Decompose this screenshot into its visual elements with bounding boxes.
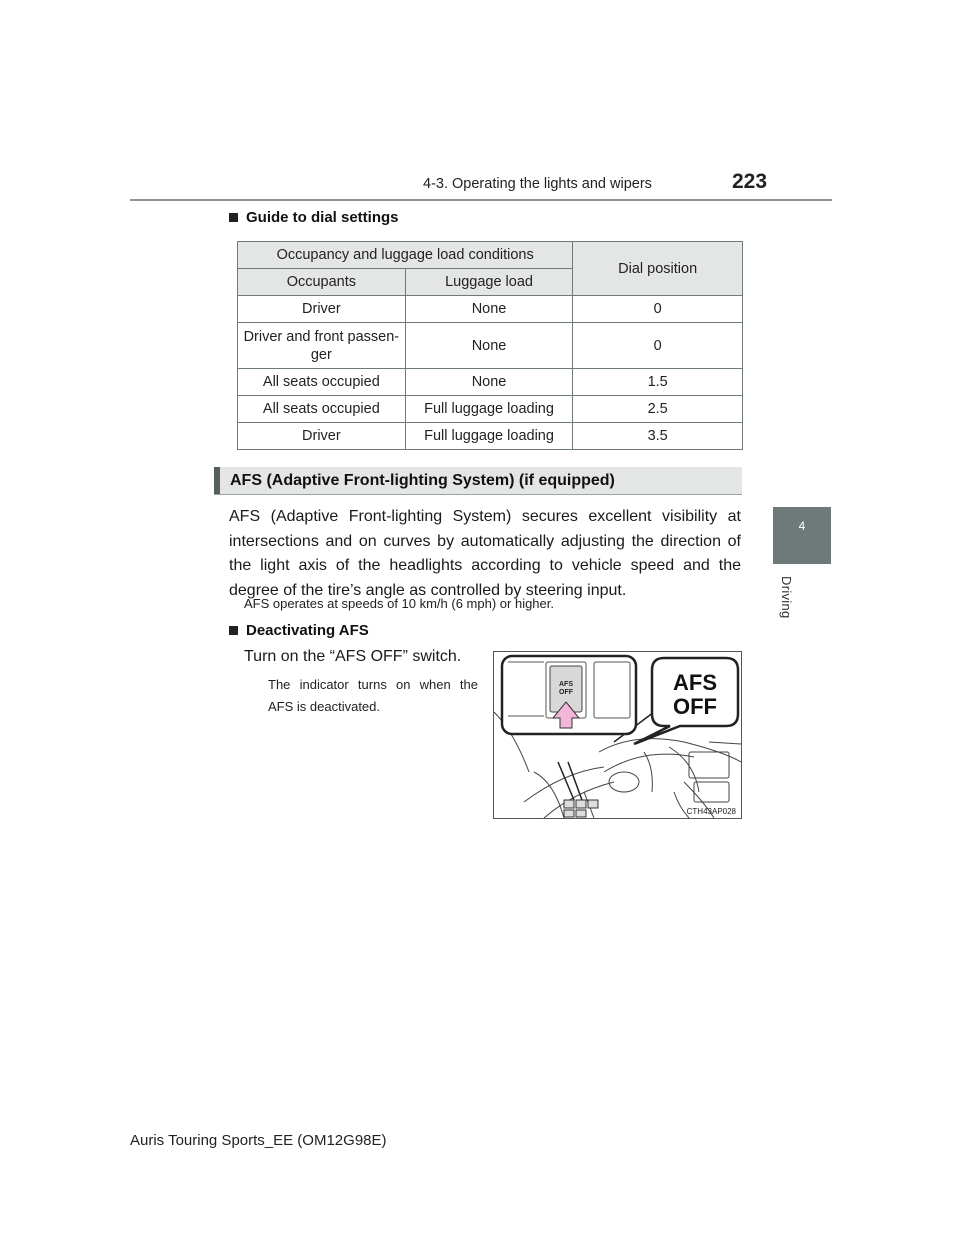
table-col-occupants: Occupants [238, 269, 406, 296]
table-row [238, 423, 743, 450]
table-cell-dial: 0 [573, 323, 743, 369]
square-bullet-icon [229, 626, 238, 635]
footer-manual-id: Auris Touring Sports_EE (OM12G98E) [130, 1132, 387, 1149]
table-cell-dial: 1.5 [573, 369, 743, 396]
table-group-header: Occupancy and luggage load conditions [238, 242, 573, 269]
table-row [238, 396, 743, 423]
chapter-tab-number: 4 [798, 519, 806, 533]
table-col-luggage: Luggage load [405, 269, 573, 296]
table-dial-header: Dial position [573, 242, 743, 296]
deactivate-note: The indicator turns on when the AFS is deactivated. [268, 677, 478, 714]
table-cell-occupants: Driver [238, 296, 406, 323]
figure-code: CTH43AP028 [686, 807, 736, 816]
deactivate-heading [229, 622, 369, 639]
table-cell-luggage: None [405, 296, 573, 323]
table-cell-luggage: Full luggage loading [405, 423, 573, 450]
deactivate-heading-text: Deactivating AFS [246, 622, 369, 639]
dashboard-drawing [494, 652, 741, 818]
header-section-title: 4-3. Operating the lights and wipers [423, 176, 652, 192]
table-cell-luggage: None [405, 369, 573, 396]
table-cell-dial: 0 [573, 296, 743, 323]
deactivate-step: Turn on the “AFS OFF” switch. [244, 648, 462, 665]
section-banner-title: AFS (Adaptive Front-lighting System) (if equipped) [230, 472, 615, 489]
chapter-tab [773, 507, 831, 564]
afs-description: AFS (Adaptive Front-lighting System) secures excellent visibility at intersections and on curves by automatically adjusting the direction of the light axis of the headlights according to vehicle speed and the degree of the tire’s angle as controlled by steering input. [229, 508, 741, 599]
square-bullet-icon [229, 213, 238, 222]
callout-label-line1: AFS [673, 670, 717, 695]
page-number: 223 [732, 170, 768, 193]
table-cell-occupants: Driver [238, 423, 406, 450]
table-cell-luggage: Full luggage loading [405, 396, 573, 423]
dial-settings-table [237, 241, 743, 450]
afs-switch-illustration [493, 651, 742, 819]
table-cell-occupants [238, 323, 406, 369]
table-cell-occupants: All seats occupied [238, 396, 406, 423]
guide-heading-text: Guide to dial settings [246, 209, 399, 226]
table-cell-occupants-line2: ger [310, 346, 332, 363]
table-row [238, 369, 743, 396]
guide-heading [229, 209, 399, 226]
header-rule [130, 199, 832, 201]
table-cell-occupants: All seats occupied [238, 369, 406, 396]
chapter-tab-label: Driving [779, 576, 794, 619]
callout-label-line2: OFF [673, 694, 717, 719]
small-switch-label-line2: OFF [559, 689, 573, 696]
table-row [238, 296, 743, 323]
table-row [238, 323, 743, 369]
small-switch-label-line1: AFS [559, 681, 573, 688]
section-banner-bar [214, 467, 220, 495]
afs-speed-note: AFS operates at speeds of 10 km/h (6 mph) or higher. [244, 596, 554, 611]
table-cell-dial: 3.5 [573, 423, 743, 450]
table-cell-dial: 2.5 [573, 396, 743, 423]
section-banner-rule [214, 494, 742, 495]
table-cell-luggage: None [405, 323, 573, 369]
table-cell-occupants-line1: Driver and front passen- [243, 328, 400, 345]
